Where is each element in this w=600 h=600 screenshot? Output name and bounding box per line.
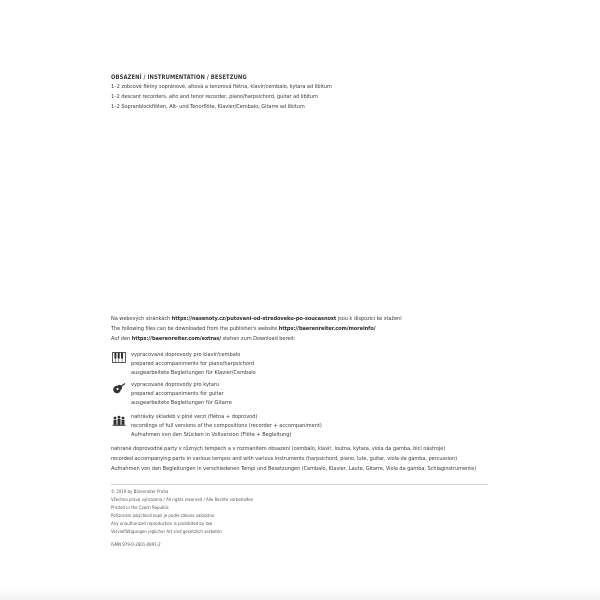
item-piano-line-de: ausgearbeitete Begleitungen für Klavier/Cembalo	[131, 370, 256, 376]
instrumentation-line-cz: 1–2 zobcové flétny sopránové, altová a tenorová flétna, klavír/cembalo, kytara ad libitum	[111, 84, 332, 90]
footer-copy-en: Any unauthorized reproduction is prohibited by law	[111, 522, 213, 527]
instrumentation-heading: OBSAZENÍ / INSTRUMENTATION / BESETZUNG	[111, 75, 247, 81]
footer-copy-de: Vervielfältigungen jeglicher Art sind gesetzlich verboten	[111, 530, 222, 535]
download-line-cz: Na webových stránkách https://nasenoty.cz/putovani-od-stredoveku-po-soucasnost jsou k dispozici ke stažení	[111, 316, 402, 322]
download-url-en[interactable]: https://baerenreiter.com/moreinfo/	[278, 326, 376, 332]
item-recording-line-cz: nahrávky skladeb v plné verzi (flétna + doprovod)	[131, 414, 258, 420]
instrumentation-line-en: 1–2 descant recorders, alto and tenor recorder, piano/harpsichord, guitar ad libitum	[111, 94, 318, 100]
page-edge-shadow	[0, 588, 600, 600]
backing-line-en: recorded accompanying parts in various tempos and with various instruments (harpsichord, piano, lute, guitar, viola da gamba, percussion)	[111, 456, 458, 462]
ensemble-icon	[112, 415, 126, 426]
guitar-icon	[112, 383, 126, 394]
piano-keys-icon	[112, 352, 126, 363]
item-guitar-line-de: ausgearbeitete Begleitungen für Gitarre	[131, 400, 232, 406]
footer-copy-cz: Pořizování jakýchkoli kopií je podle zákona zakázáno	[111, 514, 215, 519]
item-piano-line-cz: vypracované doprovody pro klavír/cembalo	[131, 352, 241, 358]
item-guitar-line-cz: vypracované doprovody pro kytaru	[131, 382, 220, 388]
download-line-de: Auf den https://baerenreiter.com/extras/ stehen zum Download bereit:	[111, 336, 296, 342]
download-url-de[interactable]: https://baerenreiter.com/extras/	[131, 336, 222, 342]
footer-copyright: © 2019 by Bärenreiter Praha	[111, 490, 169, 495]
footer-ismn: ISMN 979-0-2601-0891-2	[111, 543, 161, 548]
download-url-cz[interactable]: https://nasenoty.cz/putovani-od-stredoveku-po-soucasnost	[171, 316, 337, 322]
footer-divider	[111, 484, 488, 485]
download-line-en: The following files can be downloaded from the publisher's website https://baerenreiter.com/moreinfo/	[111, 326, 376, 332]
item-piano-line-en: prepared accompaniments for piano/harpsichord	[131, 361, 255, 367]
backing-line-de: Aufnahmen von den Begleitungen in verschiedenen Tempi und Besetzungen (Cembalo, Klavier, Laute, Gitarre, Viola da gamba, Schlaginstrumente)	[111, 466, 477, 472]
footer-printed: Printed in the Czech Republic	[111, 506, 169, 511]
footer-rights: Všechna práva vyhrazena / All rights reserved / Alle Rechte vorbehalten	[111, 498, 254, 503]
backing-line-cz: nahrané doprovodné party v různých tempech a v rozmanitém obsazení (cembalo, klavír, loutna, kytara, viola da gamba, bicí nástroje)	[111, 446, 446, 452]
instrumentation-line-de: 1–2 Sopranblockflöten, Alt- und Tenorflöte, Klavier/Cembalo, Gitarre ad libitum	[111, 104, 305, 110]
item-recording-line-de: Aufnahmen von den Stücken in Vollversion (Flöte + Begleitung)	[131, 432, 292, 438]
item-guitar-line-en: prepared accompaniments for guitar	[131, 391, 224, 397]
item-recording-line-en: recordings of full versions of the compositions (recorder + accompaniment)	[131, 423, 322, 429]
